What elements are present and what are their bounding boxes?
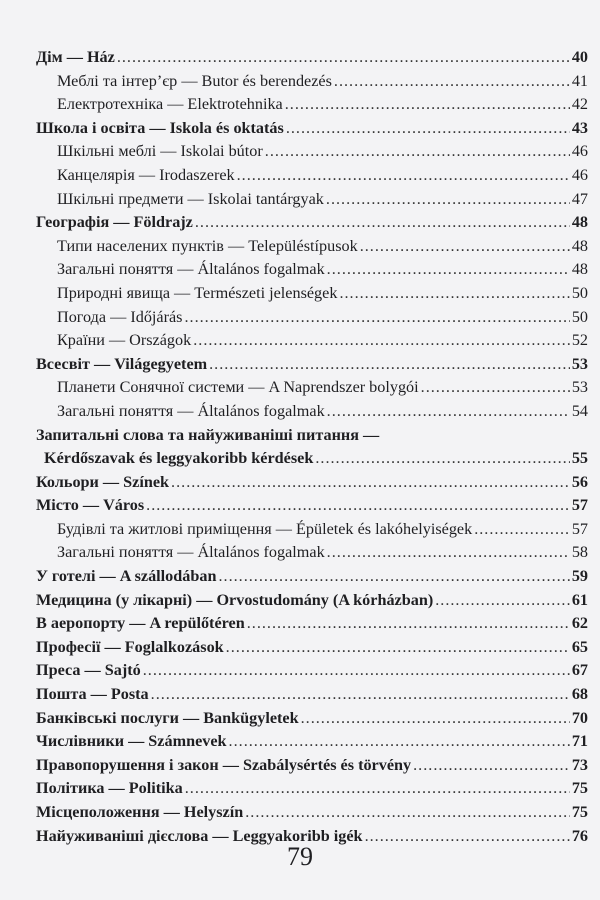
toc-entry [36,801,588,825]
toc-entry [36,754,588,778]
toc-subentry [36,164,588,188]
dot-leader [184,306,569,330]
entry-title: Шкільні предмети — Iskolai tantárgyak [57,189,324,208]
entry-title: Електротехніка — Elektrotehnika [57,95,283,114]
toc-entry [36,565,588,589]
toc-entry [36,683,588,707]
entry-page-number: 61 [571,590,588,609]
dot-leader [245,801,570,825]
entry-page-number: 76 [571,826,588,845]
entry-page-number: 48 [571,213,588,232]
dot-leader [301,707,570,731]
toc-entry [36,730,588,754]
entry-page-number: 40 [571,48,588,66]
entry-page-number: 53 [571,378,588,397]
dot-leader [195,211,570,235]
toc-entry [36,777,588,801]
entry-title: Дім — Ház [36,48,115,66]
dot-leader [421,376,570,400]
entry-page-number: 46 [571,165,588,184]
dot-leader [474,518,570,542]
entry-title: Місцеположення — Helyszín [36,803,244,821]
entry-title: Медицина (у лікарні) — Orvostudomány (A kórházban) [36,590,434,609]
toc-subentry [36,140,588,164]
entry-title: Загальні поняття — Általános fogalmak [57,543,325,562]
table-of-contents [36,46,588,848]
entry-page-number: 67 [571,661,588,680]
entry-page-number: 41 [571,71,588,90]
dot-leader [193,329,570,353]
dot-leader [315,447,569,471]
entry-page-number: 47 [571,189,588,208]
entry-page-number: 73 [571,755,588,774]
toc-subentry [36,400,588,424]
dot-leader [360,235,570,259]
dot-leader [151,683,570,707]
toc-subentry [36,541,588,565]
entry-title: Типи населених пунктів — Településtípusok [57,236,358,255]
entry-title: Місто — Város [36,496,145,515]
dot-leader [286,117,570,141]
entry-page-number: 50 [571,307,588,326]
dot-leader [327,541,570,565]
entry-page-number: 57 [571,496,588,515]
entry-title: Будівлі та житлові приміщення — Épületek és lakóhelyiségek [57,519,473,538]
dot-leader [247,612,570,636]
entry-page-number: 43 [571,118,588,137]
entry-page-number: 55 [571,449,588,468]
entry-title: Шкільні меблі — Iskolai bútor [57,142,263,161]
dot-leader [185,777,570,801]
dot-leader [209,353,570,377]
entry-title: Kérdőszavak és leggyakoribb kérdések [44,449,314,468]
toc-entry [36,353,588,377]
toc-subentry [36,188,588,212]
toc-subentry [36,306,588,330]
toc-entry [36,659,588,683]
entry-page-number: 46 [571,142,588,161]
dot-leader [171,471,570,495]
dot-leader [117,46,570,70]
entry-page-number: 75 [571,803,588,821]
entry-page-number: 57 [571,519,588,538]
toc-subentry [36,376,588,400]
toc-subentry [36,258,588,282]
entry-page-number: 58 [571,543,588,562]
entry-title: Загальні поняття — Általános fogalmak [57,401,325,420]
dot-leader [226,636,570,660]
toc-subentry [36,282,588,306]
toc-entry [36,636,588,660]
entry-page-number: 42 [571,95,588,114]
entry-title: Політика — Politika [36,779,183,798]
page-number: 79 [287,842,313,871]
entry-page-number: 56 [571,472,588,491]
dot-leader [143,659,570,683]
entry-page-number: 54 [571,401,588,420]
toc-entry [36,117,588,141]
entry-title: Країни — Országok [57,331,192,350]
entry-title: Професії — Foglalkozások [36,637,224,656]
dot-leader [218,565,569,589]
entry-page-number: 59 [571,567,588,586]
entry-page-number: 53 [571,354,588,373]
entry-page-number: 50 [571,283,588,302]
entry-page-number: 52 [571,331,588,350]
entry-title: Преса — Sajtó [36,661,141,680]
toc-entry [36,46,588,70]
entry-title: Запитальні слова та найуживаніші питання — [36,425,380,444]
entry-title: Загальні поняття — Általános fogalmak [57,260,325,279]
entry-title: Числівники — Számnevek [36,732,227,751]
toc-entry [36,447,588,471]
dot-leader [327,400,570,424]
entry-page-number: 71 [571,732,588,751]
toc-entry [36,707,588,731]
entry-page-number: 65 [571,637,588,656]
dot-leader [413,754,570,778]
entry-title: Планети Сонячної системи — A Naprendszer bolygói [57,378,419,397]
dot-leader [285,93,570,117]
entry-title: Кольори — Színek [36,472,170,491]
toc-subentry [36,518,588,542]
toc-entry [36,471,588,495]
toc-subentry [36,329,588,353]
toc-entry [36,211,588,235]
entry-title: Банківські послуги — Bankügyletek [36,708,299,727]
dot-leader [326,188,570,212]
entry-page-number: 62 [571,614,588,633]
entry-page-number: 75 [571,779,588,798]
toc-subentry [36,235,588,259]
entry-title: Найуживаніші дієслова — Leggyakoribb igék [36,826,363,845]
dot-leader [327,258,570,282]
entry-title: У готелі — A szállodában [36,567,217,586]
entry-title: В аеропорту — A repülőtéren [36,614,245,633]
entry-page-number: 70 [571,708,588,727]
entry-title: Школа і освіта — Iskola és oktatás [36,118,284,137]
dot-leader [435,589,570,613]
dot-leader [237,164,570,188]
entry-title: Правопорушення і закон — Szabálysértés és törvény [36,755,412,774]
toc-subentry [36,93,588,117]
dot-leader [334,70,570,94]
toc-entry [36,589,588,613]
entry-title: Канцелярія — Irodaszerek [57,165,235,184]
entry-title: Погода — Időjárás [57,307,183,326]
dot-leader [339,282,569,306]
dot-leader [229,730,570,754]
dot-leader [146,494,570,518]
entry-title: Географія — Földrajz [36,213,193,232]
entry-page-number: 68 [571,685,588,704]
toc-entry [36,494,588,518]
toc-entry [36,424,588,448]
dot-leader [265,140,570,164]
entry-title: Природні явища — Természeti jelenségek [57,283,338,302]
toc-subentry [36,70,588,94]
entry-page-number: 48 [571,260,588,279]
toc-entry [36,612,588,636]
entry-title: Меблі та інтер’єр — Butor és berendezés [57,71,332,90]
entry-page-number: 48 [571,236,588,255]
entry-title: Всесвіт — Világegyetem [36,354,208,373]
entry-title: Пошта — Posta [36,685,149,704]
